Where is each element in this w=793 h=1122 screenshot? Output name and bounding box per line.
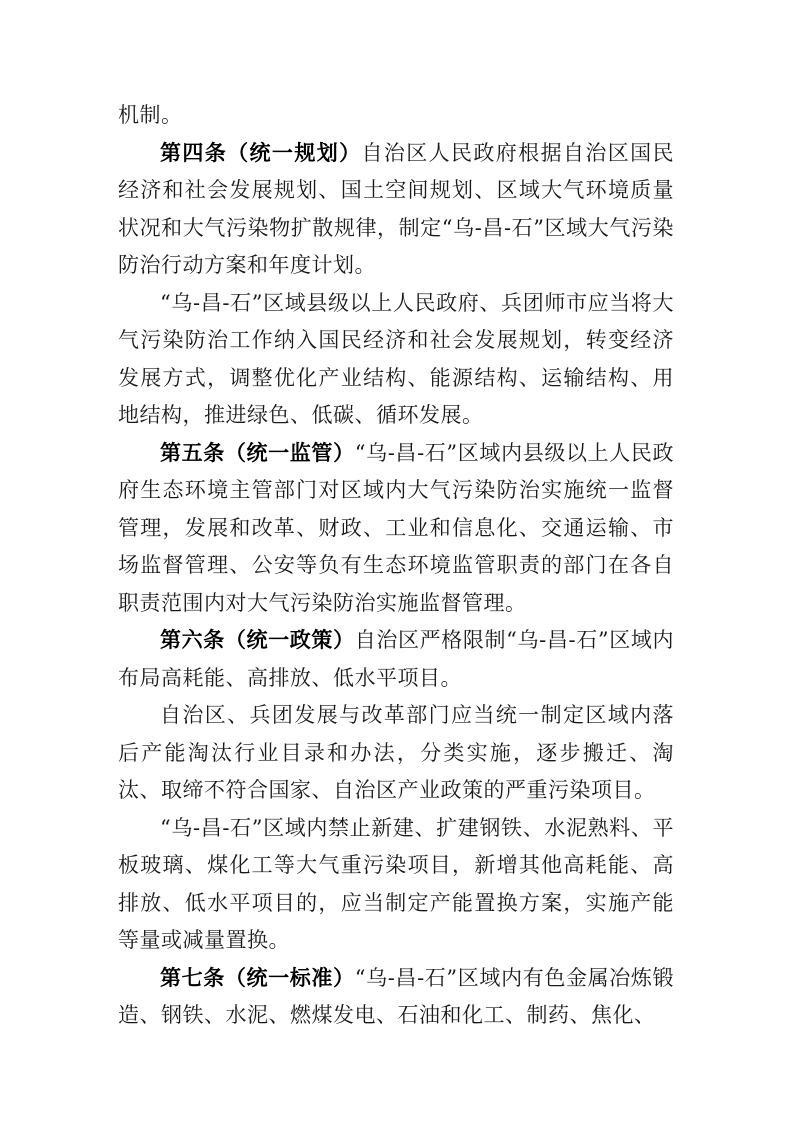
- paragraph-text: 机制。: [118, 103, 183, 127]
- article-heading: 第七条（统一标准）: [160, 965, 355, 990]
- article-heading: 第四条（统一规划）: [160, 140, 362, 165]
- article-5-paragraph: [118, 435, 674, 623]
- paragraph-text: “乌-昌-石”区域县级以上人民政府、兵团师市应当将大气污染防治工作纳入国民经济和社会发展规划，转变经济发展方式，调整优化产业结构、能源结构、运输结构、用地结构，推进绿色、低碳、循环发展。: [118, 290, 674, 427]
- paragraph-text: “乌-昌-石”区域内有色金属冶炼锻造、钢铁、水泥、燃煤发电、石油和化工、制药、焦化、: [118, 965, 674, 1027]
- paragraph-text: “乌-昌-石”区域内禁止新建、扩建钢铁、水泥熟料、平板玻璃、煤化工等大气重污染项目，新增其他高耗能、高排放、低水平项目的，应当制定产能置换方案，实施产能等量或减量置换。: [118, 815, 674, 952]
- paragraph-text: 自治区人民政府根据自治区国民经济和社会发展规划、国土空间规划、区域大气环境质量状况和大气污染物扩散规律，制定“乌-昌-石”区域大气污染防治行动方案和年度计划。: [118, 140, 675, 277]
- article-4-paragraph: [118, 135, 674, 285]
- paragraph-text: “乌-昌-石”区域内县级以上人民政府生态环境主管部门对区域内大气污染防治实施统一监督管理，发展和改革、财政、工业和信息化、交通运输、市场监督管理、公安等负有生态环境监管职责的部门在各自职责范围内对大气污染防治实施监督管理。: [118, 440, 674, 615]
- paragraph-text: 自治区严格限制“乌-昌-石”区域内布局高耗能、高排放、低水平项目。: [118, 628, 674, 690]
- article-heading: 第五条（统一监管）: [160, 440, 355, 465]
- article-6-paragraph: [118, 622, 674, 697]
- paragraph-continuation: [118, 97, 674, 135]
- article-6-paragraph-3: [118, 810, 674, 960]
- document-body: [118, 97, 674, 1035]
- article-4-paragraph-2: [118, 285, 674, 435]
- article-7-paragraph: [118, 960, 674, 1035]
- article-6-paragraph-2: [118, 697, 674, 810]
- article-heading: 第六条（统一政策）: [160, 628, 355, 652]
- paragraph-text: 自治区、兵团发展与改革部门应当统一制定区域内落后产能淘汰行业目录和办法，分类实施，逐步搬迁、淘汰、取缔不符合国家、自治区产业政策的严重污染项目。: [118, 703, 674, 802]
